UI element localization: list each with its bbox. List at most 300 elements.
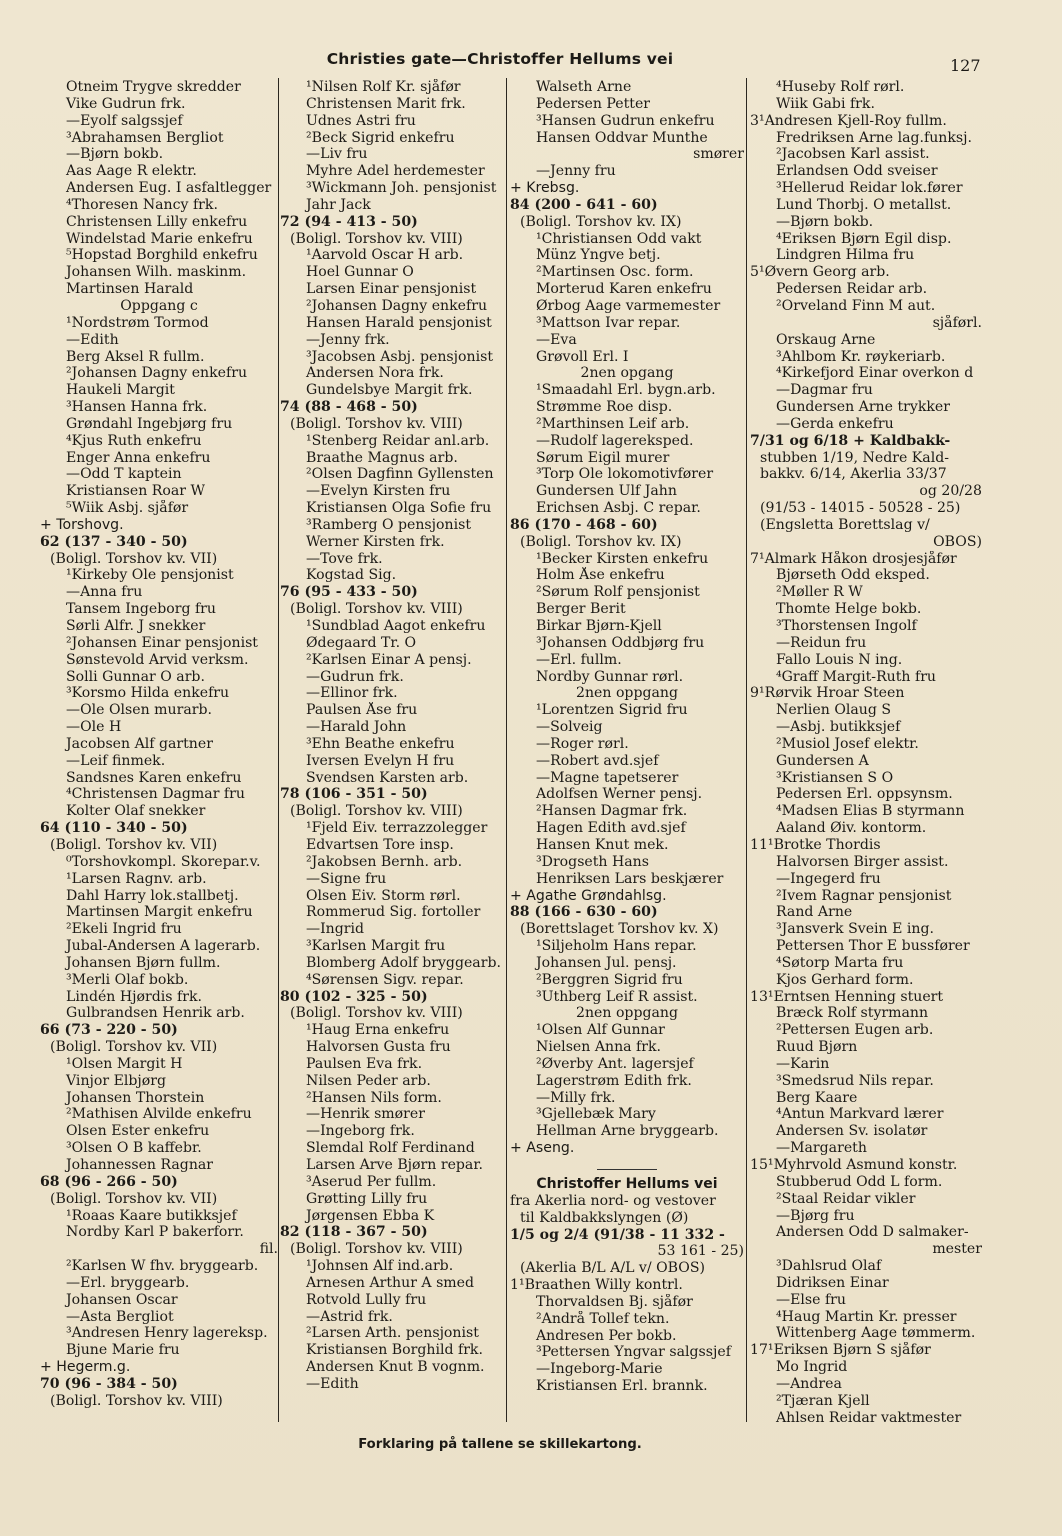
column-divider: [278, 78, 279, 1422]
directory-entry: Gundersen Arne trykker: [776, 399, 950, 416]
cross-street-marker: + Torshovg.: [40, 516, 124, 533]
directory-entry: ⁴Christensen Dagmar fru: [66, 786, 245, 803]
directory-entry: ²Møller R W: [776, 584, 863, 601]
page-header-title: Christies gate—Christoffer Hellums vei: [326, 50, 674, 68]
directory-entry: Bjune Marie fru: [66, 1342, 180, 1359]
directory-entry: ²Orveland Finn M aut.: [776, 297, 936, 314]
directory-entry: ²Beck Sigrid enkefru: [306, 129, 455, 146]
page-number: 127: [950, 56, 981, 75]
directory-entry: ²Hansen Dagmar frk.: [536, 803, 688, 820]
floor-entry: 15¹Myhrvold Asmund konstr.: [750, 1157, 958, 1173]
directory-entry: Aaland Øiv. kontorm.: [776, 820, 927, 837]
entrance-subheading: 2nen oppgang: [576, 1005, 678, 1022]
cross-street-marker: + Krebsg.: [510, 180, 580, 197]
directory-entry: Nordby Karl P bakerforr.: [66, 1224, 244, 1241]
entry-continuation: og 20/28: [919, 483, 982, 500]
directory-entry: —Bjørg fru: [776, 1207, 855, 1224]
directory-entry: —Edith: [66, 331, 119, 348]
directory-entry: ³Wickmann Joh. pensjonist: [306, 180, 497, 197]
building-info: (Boligl. Torshov kv. VII): [50, 1039, 218, 1056]
directory-entry: Lindén Hjørdis frk.: [66, 988, 202, 1005]
directory-entry: ⁴Eriksen Bjørn Egil disp.: [776, 230, 952, 247]
directory-entry: —Edith: [306, 1375, 359, 1392]
directory-entry: Pedersen Erl. oppsynsm.: [776, 786, 953, 803]
directory-column-1: [40, 79, 278, 1410]
directory-entry: Hansen Knut mek.: [536, 836, 669, 853]
floor-entry: 13¹Erntsen Henning stuert: [750, 988, 944, 1005]
street-heading: Christoffer Hellums vei: [536, 1176, 718, 1192]
directory-entry: Paulsen Eva frk.: [306, 1055, 423, 1072]
directory-entry: ³Hansen Hanna frk.: [66, 399, 208, 416]
directory-entry: ³Ramberg O pensjonist: [306, 516, 471, 533]
directory-entry: Walseth Arne: [536, 79, 632, 95]
directory-entry: Otneim Trygve skredder: [66, 79, 241, 95]
house-number-heading: 76 (95 - 433 - 50): [280, 584, 418, 601]
directory-entry: ¹Kirkeby Ole pensjonist: [66, 567, 234, 584]
directory-entry: ²Mathisen Alvilde enkefru: [66, 1106, 252, 1123]
directory-entry: ²Jacobsen Karl assist.: [776, 146, 930, 163]
directory-entry: ⁴Thoresen Nancy frk.: [66, 196, 218, 213]
directory-entry: Pedersen Reidar arb.: [776, 281, 928, 298]
directory-entry: ³Torp Ole lokomotivfører: [536, 466, 714, 483]
directory-entry: Andersen Odd D salmaker-: [776, 1224, 969, 1241]
directory-entry: —Jenny fru: [536, 163, 616, 180]
directory-entry: —Harald John: [306, 719, 407, 736]
directory-entry: —Else fru: [776, 1291, 846, 1308]
directory-entry: Andresen Per bokb.: [536, 1327, 677, 1344]
directory-entry: ¹Fjeld Eiv. terrazzolegger: [306, 820, 488, 837]
directory-entry: ⁴Kjus Ruth enkefru: [66, 432, 202, 449]
building-info: (Boligl. Torshov kv. VII): [50, 836, 218, 853]
directory-entry: Andersen Nora frk.: [306, 365, 444, 382]
directory-entry: ²Karlsen W fhv. bryggearb.: [66, 1258, 259, 1275]
directory-entry: ¹Stenberg Reidar anl.arb.: [306, 432, 490, 449]
directory-entry: Erlandsen Odd sveiser: [776, 163, 938, 180]
directory-entry: —Henrik smører: [306, 1106, 425, 1123]
floor-entry: 17¹Eriksen Bjørn S sjåfør: [750, 1342, 931, 1359]
floor-entry: 7¹Almark Håkon drosjesjåfør: [750, 550, 957, 567]
entrance-subheading: 2nen oppgang: [576, 685, 678, 702]
directory-entry: —Odd T kaptein: [66, 466, 182, 483]
directory-entry: Rotvold Lully fru: [306, 1291, 427, 1308]
directory-entry: —Ingeborg frk.: [306, 1123, 415, 1140]
directory-entry: Johansen Bjørn fullm.: [66, 954, 221, 971]
house-number-heading: 88 (166 - 630 - 60): [510, 904, 658, 921]
directory-entry: Jahr Jack: [306, 196, 371, 213]
directory-entry: ²Andrå Tollef tekn.: [536, 1310, 670, 1327]
directory-entry: ²Hansen Nils form.: [306, 1089, 442, 1106]
directory-entry: Kristiansen Erl. brannk.: [536, 1378, 708, 1395]
directory-entry: —Anna fru: [66, 584, 143, 601]
directory-entry: Halvorsen Birger assist.: [776, 853, 949, 870]
directory-entry: ¹Smaadahl Erl. bygn.arb.: [536, 382, 716, 399]
directory-entry: ³Aserud Per fullm.: [306, 1173, 437, 1190]
directory-entry: ⁴Antun Markvard lærer: [776, 1106, 944, 1123]
directory-entry: —Gerda enkefru: [776, 415, 894, 432]
directory-entry: —Evelyn Kirsten fru: [306, 483, 451, 500]
directory-entry: ²Ivem Ragnar pensjonist: [776, 887, 952, 904]
directory-entry: ²Larsen Arth. pensjonist: [306, 1325, 479, 1342]
directory-entry: ⁴Kirkefjord Einar overkon d: [776, 365, 974, 382]
directory-entry: —Rudolf lagereksped.: [536, 432, 694, 449]
house-number-heading: 7/31 og 6/18 + Kaldbakk-: [750, 432, 951, 449]
directory-entry: ¹Becker Kirsten enkefru: [536, 550, 709, 567]
building-info: (Boligl. Torshov kv. VIII): [290, 415, 463, 432]
directory-entry: Lindgren Hilma fru: [776, 247, 915, 264]
house-number-heading: 64 (110 - 340 - 50): [40, 820, 188, 837]
directory-entry: ⁰Torshovkompl. Skorepar.v.: [66, 853, 261, 870]
directory-entry: Adolfsen Werner pensj.: [536, 786, 703, 803]
directory-entry: ¹Sundblad Aagot enkefru: [306, 618, 486, 634]
building-info: (Boligl. Torshov kv. VIII): [290, 230, 463, 247]
directory-entry: ²Jakobsen Bernh. arb.: [306, 853, 463, 870]
directory-entry: Gundersen Ulf Jahn: [536, 483, 677, 500]
building-info: til Kaldbakkslyngen (Ø): [520, 1209, 689, 1226]
directory-entry: Iversen Evelyn H fru: [306, 752, 455, 769]
directory-entry: ³Jacobsen Asbj. pensjonist: [306, 348, 494, 365]
directory-entry: Martinsen Margit enkefru: [66, 904, 253, 921]
directory-entry: Enger Anna enkefru: [66, 449, 211, 466]
house-number-heading: 84 (200 - 641 - 60): [510, 196, 658, 213]
directory-entry: Haukeli Margit: [66, 382, 175, 399]
directory-entry: Tansem Ingeborg fru: [66, 601, 216, 618]
directory-entry: Gundersen A: [776, 752, 869, 769]
directory-entry: Orskaug Arne: [776, 331, 876, 348]
entry-continuation: OBOS): [933, 533, 982, 550]
directory-entry: —Bjørn bokb.: [776, 213, 874, 230]
directory-entry: ³Jansverk Svein E ing.: [776, 921, 934, 938]
building-info: (91/53 - 14015 - 50528 - 25): [760, 500, 961, 517]
directory-entry: Jubal-Andersen A lagerarb.: [66, 938, 261, 955]
directory-entry: Dahl Harry lok.stallbetj.: [66, 887, 239, 904]
directory-entry: Wittenberg Aage tømmerm.: [776, 1325, 976, 1342]
building-info: (Boligl. Torshov kv. VII): [50, 550, 218, 567]
directory-entry: ²Tjæran Kjell: [776, 1392, 870, 1409]
directory-entry: —Margareth: [776, 1140, 867, 1157]
directory-entry: Svendsen Karsten arb.: [306, 769, 469, 786]
building-info: (Boligl. Torshov kv. VIII): [290, 1005, 463, 1022]
directory-entry: Jacobsen Alf gartner: [66, 735, 213, 752]
building-info: (Boligl. Torshov kv. VIII): [290, 1241, 463, 1258]
house-number-heading: 82 (118 - 367 - 50): [280, 1224, 428, 1241]
directory-entry: Johansen Oscar: [66, 1291, 178, 1308]
directory-entry: —Solveig: [536, 719, 603, 736]
directory-entry: Berger Berit: [536, 601, 626, 618]
house-number-heading: 72 (94 - 413 - 50): [280, 213, 418, 230]
directory-entry: ³Ehn Beathe enkefru: [306, 735, 455, 752]
directory-entry: Grøtting Lilly fru: [306, 1190, 428, 1207]
house-number-heading: 86 (170 - 468 - 60): [510, 516, 658, 533]
directory-entry: ²Olsen Dagfinn Gyllensten: [306, 466, 494, 483]
directory-entry: Edvartsen Tore insp.: [306, 836, 454, 853]
directory-entry: Ødegaard Tr. O: [306, 634, 417, 651]
directory-entry: ³Andresen Henry lagereksp.: [66, 1325, 268, 1342]
directory-entry: —Tove frk.: [306, 550, 383, 567]
building-info: (Akerlia B/L A/L v/ OBOS): [520, 1260, 705, 1277]
house-number-heading: 78 (106 - 351 - 50): [280, 786, 428, 803]
building-info: (Boligl. Torshov kv. IX): [520, 533, 682, 550]
directory-entry: Erichsen Asbj. C repar.: [536, 500, 701, 517]
house-number-heading: 1/5 og 2/4 (91/38 - 11 332 -: [510, 1226, 725, 1243]
directory-entry: Johansen Wilh. maskinm.: [66, 264, 247, 281]
directory-entry: Braathe Magnus arb.: [306, 449, 458, 466]
directory-entry: ²Karlsen Einar A pensj.: [306, 651, 472, 668]
directory-entry: ¹Christiansen Odd vakt: [536, 230, 702, 247]
directory-entry: —Milly frk.: [536, 1089, 616, 1106]
directory-entry: —Magne tapetserer: [536, 769, 679, 786]
directory-entry: ³Hellerud Reidar lok.fører: [776, 180, 963, 197]
directory-entry: ²Johansen Dagny enkefru: [306, 297, 488, 314]
directory-entry: ²Øverby Ant. lagersjef: [536, 1055, 694, 1072]
directory-entry: ²Musiol Josef elektr.: [776, 735, 919, 752]
directory-entry: —Roger rørl.: [536, 735, 629, 752]
directory-entry: Kristiansen Olga Sofie fru: [306, 500, 492, 517]
directory-entry: ³Korsmo Hilda enkefru: [66, 685, 230, 702]
directory-entry: ²Johansen Einar pensjonist: [66, 634, 258, 651]
directory-entry: Kogstad Sig.: [306, 567, 397, 584]
building-info: (Boligl. Torshov kv. VII): [50, 1190, 218, 1207]
directory-entry: Vike Gudrun frk.: [66, 95, 186, 112]
directory-entry: ¹Aarvold Oscar H arb.: [306, 247, 464, 264]
directory-entry: Blomberg Adolf bryggearb.: [306, 954, 501, 971]
cross-street-marker: + Aseng.: [510, 1140, 575, 1157]
directory-entry: Berg Kaare: [776, 1089, 858, 1106]
directory-entry: Vinjor Elbjørg: [66, 1072, 167, 1089]
floor-entry: 5¹Øvern Georg arb.: [750, 264, 890, 281]
directory-entry: Grøvoll Erl. I: [536, 348, 629, 365]
directory-entry: Aas Aage R elektr.: [66, 163, 197, 180]
directory-entry: ²Johansen Dagny enkefru: [66, 365, 248, 382]
directory-entry: Fredriksen Arne lag.funksj.: [776, 129, 973, 146]
building-info: bakkv. 6/14, Akerlia 33/37: [760, 466, 947, 483]
directory-entry: ¹Nordstrøm Tormod: [66, 314, 209, 331]
directory-entry: ³Drogseth Hans: [536, 853, 649, 870]
section-separator: [597, 1169, 657, 1170]
directory-entry: —Erl. bryggearb.: [66, 1274, 190, 1291]
directory-entry: Lagerstrøm Edith frk.: [536, 1072, 692, 1089]
directory-entry: Hagen Edith avd.sjef: [536, 820, 686, 837]
directory-entry: Hellman Arne bryggearb.: [536, 1123, 719, 1140]
directory-entry: Olsen Ester enkefru: [66, 1123, 210, 1140]
directory-entry: ³Smedsrud Nils repar.: [776, 1072, 934, 1089]
directory-entry: ²Staal Reidar vikler: [776, 1190, 916, 1207]
directory-entry: Ahlsen Reidar vaktmester: [776, 1409, 962, 1426]
directory-entry: ¹Olsen Alf Gunnar: [536, 1022, 665, 1039]
house-number-heading: 62 (137 - 340 - 50): [40, 533, 188, 550]
directory-entry: Andersen Knut B vognm.: [306, 1359, 485, 1376]
directory-entry: Rand Arne: [776, 904, 853, 921]
directory-entry: Sønstevold Arvid verksm.: [66, 651, 249, 668]
directory-entry: Christensen Marit frk.: [306, 95, 466, 112]
directory-entry: Lund Thorbj. O metallst.: [776, 196, 952, 213]
directory-entry: ³Olsen O B kaffebr.: [66, 1140, 202, 1157]
directory-entry: Bjørseth Odd eksped.: [776, 567, 930, 584]
entry-continuation: sjåførl.: [932, 314, 982, 331]
directory-column-3: [510, 79, 744, 1395]
directory-entry: —Ole H: [66, 719, 122, 736]
directory-entry: Hansen Harald pensjonist: [306, 314, 492, 331]
directory-entry: ¹Nilsen Rolf Kr. sjåfør: [306, 79, 461, 95]
directory-entry: ³Abrahamsen Bergliot: [66, 129, 224, 146]
directory-entry: Olsen Eiv. Storm rørl.: [306, 887, 461, 904]
directory-entry: —Liv fru: [306, 146, 368, 163]
directory-entry: ¹Johnsen Alf ind.arb.: [306, 1258, 454, 1275]
page-footer-note: Forklaring på tallene se skillekartong.: [358, 1437, 642, 1452]
directory-entry: ¹Haug Erna enkefru: [306, 1022, 450, 1039]
directory-entry: Ruud Bjørn: [776, 1039, 858, 1056]
directory-entry: Didriksen Einar: [776, 1274, 889, 1291]
directory-entry: Christensen Lilly enkefru: [66, 213, 248, 230]
directory-entry: Pedersen Petter: [536, 95, 651, 112]
directory-entry: —Eyolf salgssjef: [66, 112, 183, 129]
directory-entry: ³Merli Olaf bokb.: [66, 971, 189, 988]
directory-entry: Gulbrandsen Henrik arb.: [66, 1005, 245, 1022]
directory-entry: ²Marthinsen Leif arb.: [536, 415, 690, 432]
directory-entry: ²Ekeli Ingrid fru: [66, 921, 182, 938]
directory-entry: Halvorsen Gusta fru: [306, 1039, 451, 1056]
directory-entry: Paulsen Åse fru: [306, 702, 418, 719]
directory-entry: —Erl. fullm.: [536, 651, 622, 668]
building-info: (Engsletta Borettslag v/: [760, 516, 930, 533]
directory-entry: —Gudrun frk.: [306, 668, 404, 685]
directory-entry: Henriksen Lars beskjærer: [536, 870, 724, 887]
directory-entry: Ørbog Aage varmemester: [536, 297, 721, 314]
directory-entry: Udnes Astri fru: [306, 112, 416, 129]
directory-entry: Sørli Alfr. J snekker: [66, 618, 206, 634]
directory-entry: —Asbj. butikksjef: [776, 719, 901, 736]
directory-entry: ³Kristiansen S O: [776, 769, 894, 786]
entry-continuation: 53 161 - 25): [657, 1243, 744, 1260]
directory-entry: ³Gjellebæk Mary: [536, 1106, 656, 1123]
directory-entry: ⁵Wiik Asbj. sjåfør: [66, 500, 189, 517]
directory-entry: Münz Yngve betj.: [536, 247, 661, 264]
directory-entry: —Eva: [536, 331, 577, 348]
directory-entry: Hansen Oddvar Munthe: [536, 129, 708, 146]
directory-entry: —Jenny frk.: [306, 331, 390, 348]
directory-entry: Larsen Einar pensjonist: [306, 281, 477, 298]
directory-entry: —Ellinor frk.: [306, 685, 398, 702]
column-divider: [746, 78, 747, 1422]
directory-entry: Nielsen Anna frk.: [536, 1039, 662, 1056]
directory-entry: ³Pettersen Yngvar salgssjef: [536, 1344, 731, 1361]
directory-entry: —Ole Olsen murarb.: [66, 702, 212, 719]
directory-entry: ⁴Huseby Rolf rørl.: [776, 79, 905, 95]
directory-entry: —Leif finmek.: [66, 752, 166, 769]
building-info: (Borettslaget Torshov kv. X): [520, 921, 719, 938]
directory-entry: ²Pettersen Eugen arb.: [776, 1022, 934, 1039]
column-divider: [506, 78, 507, 1422]
directory-entry: Nordby Gunnar rørl.: [536, 668, 684, 685]
directory-entry: ¹Roaas Kaare butikksjef: [66, 1207, 237, 1224]
directory-entry: ³Johansen Oddbjørg fru: [536, 634, 705, 651]
directory-entry: ¹Siljeholm Hans repar.: [536, 938, 697, 955]
directory-entry: Andersen Sv. isolatør: [776, 1123, 928, 1140]
directory-entry: Birkar Bjørn-Kjell: [536, 618, 662, 634]
directory-entry: Kristiansen Roar W: [66, 483, 205, 500]
directory-entry: Thomte Helge bokb.: [776, 601, 922, 618]
directory-entry: Pettersen Thor E bussfører: [776, 938, 970, 955]
directory-entry: Berg Aksel R fullm.: [66, 348, 205, 365]
directory-entry: Thorvaldsen Bj. sjåfør: [536, 1293, 693, 1310]
directory-entry: Holm Åse enkefru: [536, 567, 665, 584]
directory-entry: ²Sørum Rolf pensjonist: [536, 584, 700, 601]
directory-entry: Myhre Adel herdemester: [306, 163, 485, 180]
directory-entry: Nilsen Peder arb.: [306, 1072, 431, 1089]
directory-entry: ³Ahlbom Kr. røykeriarb.: [776, 348, 946, 365]
directory-entry: Jørgensen Ebba K: [306, 1207, 435, 1224]
directory-entry: Stubberud Odd L form.: [776, 1173, 943, 1190]
entrance-subheading: 2nen opgang: [580, 365, 674, 382]
directory-entry: —Andrea: [776, 1375, 842, 1392]
directory-entry: Werner Kirsten frk.: [306, 533, 445, 550]
floor-entry: 1¹Braathen Willy kontrl.: [510, 1277, 683, 1294]
directory-entry: ⁵Hopstad Borghild enkefru: [66, 247, 258, 264]
directory-entry: Mo Ingrid: [776, 1359, 848, 1376]
directory-entry: —Dagmar fru: [776, 382, 873, 399]
directory-entry: Kjos Gerhard form.: [776, 971, 914, 988]
directory-entry: —Ingegerd fru: [776, 870, 881, 887]
floor-entry: 9¹Rørvik Hroar Steen: [750, 685, 905, 702]
building-info: (Boligl. Torshov kv. IX): [520, 213, 682, 230]
floor-entry: fra Akerlia nord- og vestover: [510, 1192, 716, 1209]
entry-continuation: fil.: [259, 1241, 278, 1258]
directory-entry: ³Uthberg Leif R assist.: [536, 988, 698, 1005]
directory-entry: Strømme Roe disp.: [536, 399, 673, 416]
directory-entry: ⁴Madsen Elias B styrmann: [776, 803, 965, 820]
directory-column-2: [280, 79, 502, 1393]
building-info: (Boligl. Torshov kv. VIII): [290, 601, 463, 618]
directory-entry: —Ingeborg-Marie: [536, 1361, 663, 1378]
directory-entry: ⁴Sørensen Sigv. repar.: [306, 971, 464, 988]
directory-entry: —Karin: [776, 1055, 830, 1072]
directory-entry: —Astrid frk.: [306, 1308, 393, 1325]
directory-entry: ³Karlsen Margit fru: [306, 938, 446, 955]
directory-entry: Sandsnes Karen enkefru: [66, 769, 242, 786]
directory-entry: Rommerud Sig. fortoller: [306, 904, 481, 921]
directory-column-4: [750, 79, 982, 1427]
house-number-heading: 68 (96 - 266 - 50): [40, 1173, 178, 1190]
building-info: (Boligl. Torshov kv. VIII): [50, 1392, 223, 1409]
floor-entry: 3¹Andresen Kjell-Roy fullm.: [750, 112, 947, 129]
directory-entry: Bræck Rolf styrmann: [776, 1005, 929, 1022]
directory-entry: Johansen Jul. pensj.: [536, 954, 677, 971]
directory-entry: Johansen Thorstein: [66, 1089, 205, 1106]
directory-entry: Solli Gunnar O arb.: [66, 668, 205, 685]
entry-continuation: smører: [693, 146, 744, 163]
directory-entry: Slemdal Rolf Ferdinand: [306, 1140, 475, 1157]
directory-entry: Grøndahl Ingebjørg fru: [66, 415, 233, 432]
directory-entry: —Reidun fru: [776, 634, 867, 651]
directory-entry: ¹Larsen Ragnv. arb.: [66, 870, 207, 887]
directory-entry: ¹Olsen Margit H: [66, 1055, 183, 1072]
floor-entry: 11¹Brotke Thordis: [750, 836, 881, 853]
directory-entry: ²Martinsen Osc. form.: [536, 264, 694, 281]
directory-entry: Kolter Olaf snekker: [66, 803, 206, 820]
cross-street-marker: + Agathe Grøndahlsg.: [510, 887, 667, 904]
directory-entry: Andersen Eug. I asfaltlegger: [66, 180, 272, 197]
directory-entry: Johannessen Ragnar: [66, 1157, 214, 1173]
directory-entry: Sørum Eigil murer: [536, 449, 670, 466]
directory-entry: —Robert avd.sjef: [536, 752, 659, 769]
directory-entry: Gundelsbye Margit frk.: [306, 382, 473, 399]
directory-entry: ⁴Haug Martin Kr. presser: [776, 1308, 957, 1325]
directory-entry: ³Thorstensen Ingolf: [776, 618, 917, 634]
house-number-heading: 74 (88 - 468 - 50): [280, 399, 418, 416]
directory-entry: ⁴Graff Margit-Ruth fru: [776, 668, 937, 685]
directory-entry: —Signe fru: [306, 870, 387, 887]
building-info: (Boligl. Torshov kv. VIII): [290, 803, 463, 820]
directory-entry: ³Dahlsrud Olaf: [776, 1258, 882, 1275]
